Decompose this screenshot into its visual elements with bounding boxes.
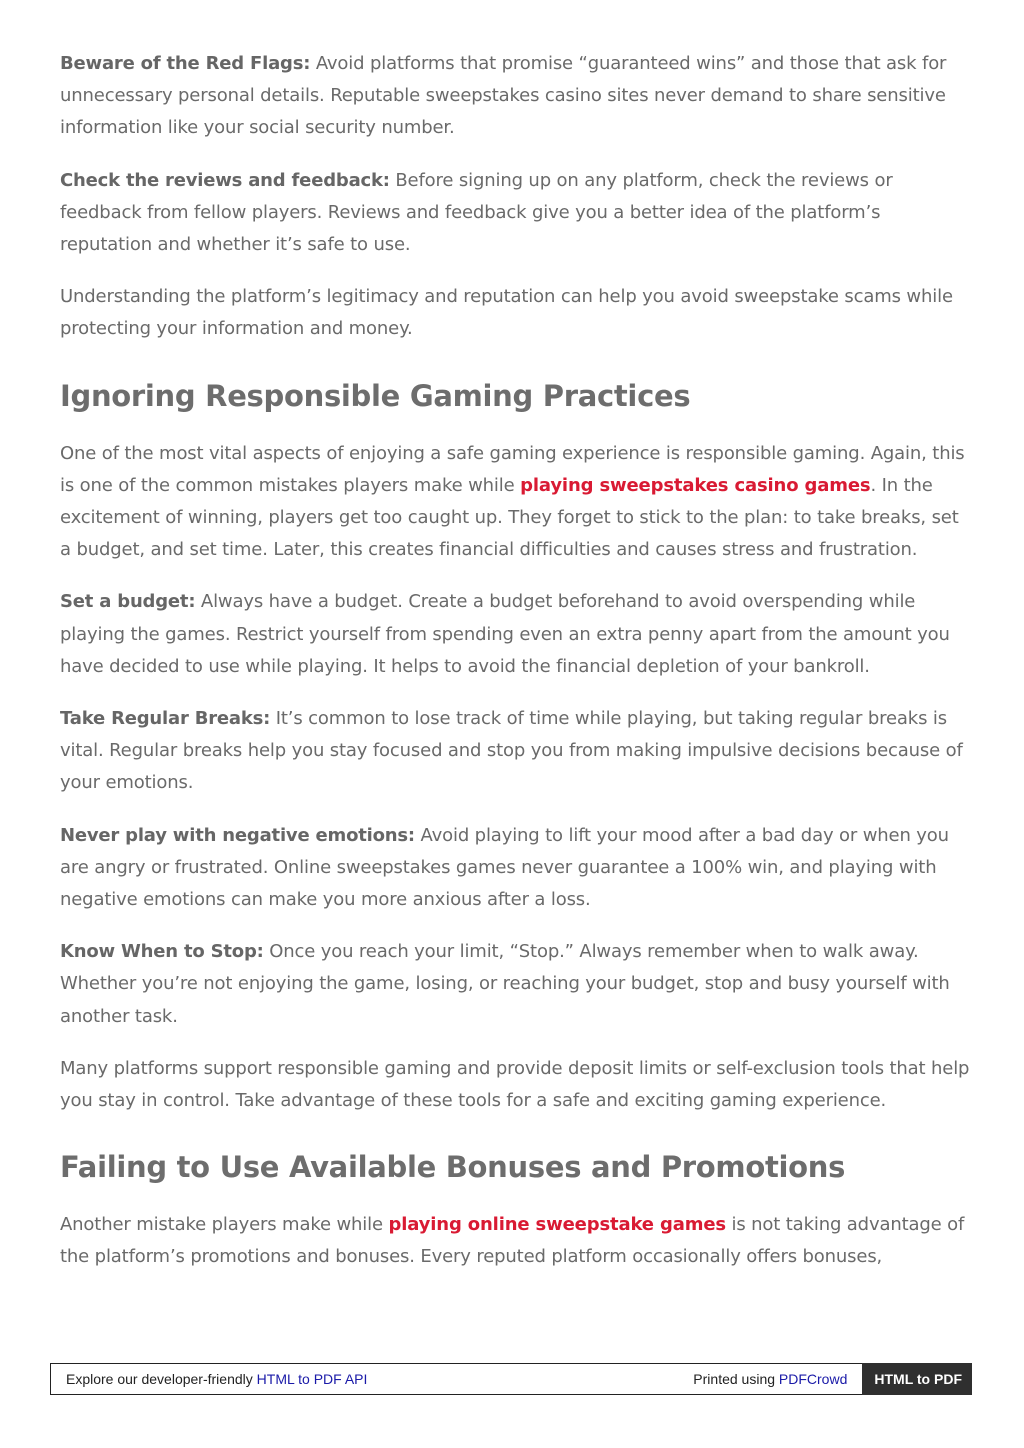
link-online-sweepstake-games[interactable]: playing online sweepstake games	[388, 1214, 726, 1236]
text-breaks: It’s common to lose track of time while playing, but taking regular breaks is vital. Regular breaks help you stay focused and stop you from making impulsive decisions because of your emotions.	[60, 708, 963, 794]
footer-api-link[interactable]: HTML to PDF API	[256, 1371, 368, 1387]
intro-before: Another mistake players make while	[60, 1214, 389, 1236]
paragraph-budget	[60, 586, 972, 683]
pdfcrowd-footer	[50, 1363, 972, 1395]
footer-explore-text: Explore our developer-friendly	[66, 1371, 257, 1387]
article-content	[60, 48, 972, 1294]
text-budget: Always have a budget. Create a budget beforehand to avoid overspending while playing the games. Restrict yourself from spending even an extra penny apart from the amount you have decided to use while playing. It helps to avoid the financial depletion of your bankroll.	[60, 591, 950, 677]
footer-pdfcrowd-link[interactable]: PDFCrowd	[778, 1371, 848, 1387]
paragraph-responsible-intro	[60, 438, 972, 567]
intro-after: . In the excitement of winning, players get too caught up. They forget to stick to the plan: to take breaks, set a budget, and set time. Later, this creates financial difficulties and causes stress and frustration.	[60, 474, 959, 561]
footer-explore	[51, 1371, 693, 1387]
paragraph-red-flags	[60, 48, 972, 145]
paragraph-bonuses-intro	[60, 1209, 972, 1273]
paragraph-tools	[60, 1053, 972, 1117]
paragraph-legitimacy	[60, 281, 972, 345]
footer-printed-text: Printed using	[693, 1371, 779, 1387]
text-red-flags: Avoid platforms that promise “guaranteed wins” and those that ask for unnecessary personal details. Reputable sweepstakes casino sites never demand to share sensitive information like your social security number.	[60, 53, 947, 139]
paragraph-stop	[60, 936, 972, 1033]
lead-red-flags: Beware of the Red Flags:	[60, 53, 311, 74]
text-tools: Many platforms support responsible gaming and provide deposit limits or self-exclusion tools that help you stay in control. Take advantage of these tools for a safe and exciting gaming experience.	[60, 1057, 970, 1112]
footer-printed	[693, 1371, 862, 1387]
lead-breaks: Take Regular Breaks:	[60, 708, 271, 730]
paragraph-reviews	[60, 165, 972, 262]
paragraph-emotions	[60, 820, 972, 917]
lead-reviews: Check the reviews and feedback:	[60, 169, 390, 191]
lead-stop: Know When to Stop:	[60, 941, 264, 963]
heading-bonuses: Failing to Use Available Bonuses and Promotions	[60, 1150, 846, 1185]
heading-responsible-gaming: Ignoring Responsible Gaming Practices	[60, 378, 691, 413]
text-reviews: Before signing up on any platform, check the reviews or feedback from fellow players. Reviews and feedback give you a better idea of the platform’s reputation and whether it’s safe to use.	[60, 169, 893, 256]
text-stop: Once you reach your limit, “Stop.” Always remember when to walk away. Whether you’re not enjoying the game, losing, or reaching your budget, stop and busy yourself with another task.	[60, 941, 950, 1027]
html-to-pdf-button[interactable]: HTML to PDF	[862, 1363, 972, 1395]
intro-after: is not taking advantage of the platform’s promotions and bonuses. Every reputed platform occasionally offers bonuses,	[60, 1214, 965, 1268]
text-emotions: Avoid playing to lift your mood after a bad day or when you are angry or frustrated. Online sweepstakes games never guarantee a 100% win, and playing with negative emotions can make you more anxious after a loss.	[60, 824, 949, 911]
text-legitimacy: Understanding the platform’s legitimacy and reputation can help you avoid sweepstake scams while protecting your information and money.	[60, 286, 953, 340]
link-sweepstakes-casino-games[interactable]: playing sweepstakes casino games	[520, 474, 871, 496]
paragraph-breaks	[60, 703, 972, 800]
lead-emotions: Never play with negative emotions:	[60, 824, 415, 846]
lead-budget: Set a budget:	[60, 591, 196, 613]
intro-before: One of the most vital aspects of enjoying a safe gaming experience is responsible gaming. Again, this is one of the common mistakes players make while	[60, 442, 965, 496]
